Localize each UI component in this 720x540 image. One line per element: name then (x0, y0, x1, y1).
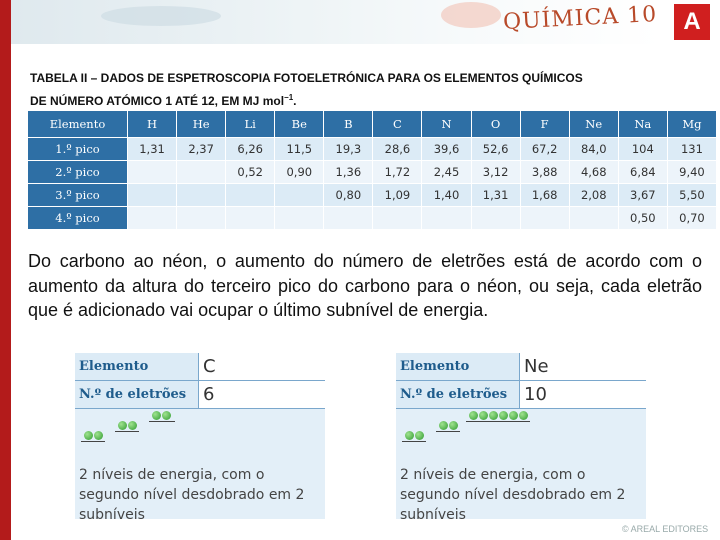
table-cell (472, 207, 520, 229)
publisher-logo: A (674, 4, 710, 40)
table-cell: 1,09 (373, 184, 421, 206)
orbital-line (115, 421, 139, 432)
copyright-notice: © AREAL EDITORES (622, 524, 709, 534)
table-cell: 52,6 (472, 138, 520, 160)
electron-icon (162, 411, 171, 420)
electron-icon (439, 421, 448, 430)
table-cell: 39,6 (422, 138, 470, 160)
table-cell: 3,12 (472, 161, 520, 183)
left-accent-bar (0, 0, 11, 540)
table-cell: 0,80 (324, 184, 372, 206)
card-value: Ne (519, 353, 646, 380)
card-label: Elemento (396, 353, 519, 380)
electron-card-neon (396, 353, 646, 523)
card-row-electrons (396, 381, 646, 409)
table-header-cell: B (324, 111, 372, 137)
electron-icon (449, 421, 458, 430)
table-body (28, 138, 716, 229)
energy-level-2s (115, 421, 139, 432)
table-header-cell: Elemento (28, 111, 127, 137)
table-header-cell: O (472, 111, 520, 137)
table-cell: 4,68 (570, 161, 618, 183)
electron-icon (128, 421, 137, 430)
table-cell: 0,90 (275, 161, 323, 183)
caption-line-2: DE NÚMERO ATÓMICO 1 ATÉ 12, EM MJ mol$^{-1}$. (30, 93, 297, 108)
table-cell: 2,45 (422, 161, 470, 183)
table-row (28, 207, 716, 229)
electron-card-carbon (75, 353, 325, 523)
electron-icon (118, 421, 127, 430)
card-value: C (198, 353, 325, 380)
row-label: 3.º pico (28, 184, 127, 206)
electron-icon (519, 411, 528, 420)
table-cell (128, 161, 176, 183)
table-cell (177, 207, 225, 229)
table-cell: 1,68 (521, 184, 569, 206)
table-header-cell: F (521, 111, 569, 137)
table-cell: 1,72 (373, 161, 421, 183)
decorative-blob (441, 2, 501, 28)
table-cell: 9,40 (668, 161, 716, 183)
table-cell: 3,67 (619, 184, 667, 206)
table-header-cell: N (422, 111, 470, 137)
table-cell (226, 207, 274, 229)
electron-icon (415, 431, 424, 440)
table-cell: 104 (619, 138, 667, 160)
energy-level-2s (436, 421, 460, 432)
electron-icon (405, 431, 414, 440)
card-row-element (396, 353, 646, 381)
energy-level-1s (402, 431, 426, 442)
table-header-row (28, 111, 716, 137)
electron-icon (152, 411, 161, 420)
table-header-cell: Ne (570, 111, 618, 137)
table-cell: 84,0 (570, 138, 618, 160)
table-cell: 19,3 (324, 138, 372, 160)
table-cell (521, 207, 569, 229)
electron-icon (489, 411, 498, 420)
decorative-blob (101, 6, 221, 26)
card-label: N.º de eletrões (75, 381, 198, 408)
spectroscopy-table (27, 110, 717, 230)
table-caption (30, 68, 710, 111)
orbital-line (149, 411, 175, 422)
table-cell: 1,31 (128, 138, 176, 160)
explanation-paragraph: Do carbono ao néon, o aumento do número de eletrões está de acordo com o aumento da altura do terceiro pico do carbono para o néon, ou seja, cada eletrão que é adicionado vai ocupar o último subnível de energia. (28, 251, 702, 320)
table-cell: 3,88 (521, 161, 569, 183)
table-row (28, 184, 716, 206)
table-header-cell: H (128, 111, 176, 137)
electron-icon (84, 431, 93, 440)
table-cell: 5,50 (668, 184, 716, 206)
table-cell: 28,6 (373, 138, 421, 160)
table-cell: 1,36 (324, 161, 372, 183)
table-cell: 1,40 (422, 184, 470, 206)
energy-diagram (396, 409, 646, 523)
card-value: 6 (198, 381, 325, 408)
orbital-line (436, 421, 460, 432)
energy-level-1s (81, 431, 105, 442)
table-cell: 0,50 (619, 207, 667, 229)
table-cell (324, 207, 372, 229)
table-header-cell: Li (226, 111, 274, 137)
row-label: 4.º pico (28, 207, 127, 229)
electron-icon (509, 411, 518, 420)
card-row-electrons (75, 381, 325, 409)
card-value: 10 (519, 381, 646, 408)
table-cell: 2,08 (570, 184, 618, 206)
card-description: 2 níveis de energia, com o segundo nível desdobrado em 2 subníveis (400, 467, 626, 523)
card-description: 2 níveis de energia, com o segundo nível desdobrado em 2 subníveis (79, 467, 305, 523)
table-cell: 131 (668, 138, 716, 160)
table-row (28, 161, 716, 183)
card-label: N.º de eletrões (396, 381, 519, 408)
table-cell (373, 207, 421, 229)
book-title: QUÍMICA 10 (502, 1, 658, 36)
table-cell (422, 207, 470, 229)
energy-level-2p (149, 411, 175, 422)
row-label: 2.º pico (28, 161, 127, 183)
table-row (28, 138, 716, 160)
table-cell: 6,84 (619, 161, 667, 183)
electron-icon (94, 431, 103, 440)
table-cell (177, 161, 225, 183)
electron-icon (499, 411, 508, 420)
table-cell (128, 207, 176, 229)
table-cell (275, 184, 323, 206)
orbital-line (402, 431, 426, 442)
table-header-cell: He (177, 111, 225, 137)
table-cell: 6,26 (226, 138, 274, 160)
table-cell: 0,52 (226, 161, 274, 183)
table-header-cell: Mg (668, 111, 716, 137)
table-header-cell: Be (275, 111, 323, 137)
table-cell (226, 184, 274, 206)
energy-diagram (75, 409, 325, 523)
caption-line-1: TABELA II – DADOS DE ESPETROSCOPIA FOTOELETRÓNICA PARA OS ELEMENTOS QUÍMICOS (30, 71, 583, 85)
table-cell: 67,2 (521, 138, 569, 160)
table-cell: 0,70 (668, 207, 716, 229)
orbital-line (466, 411, 530, 422)
orbital-line (81, 431, 105, 442)
table-header-cell: C (373, 111, 421, 137)
table-cell (275, 207, 323, 229)
table-cell: 1,31 (472, 184, 520, 206)
table-header-cell: Na (619, 111, 667, 137)
table-cell (177, 184, 225, 206)
electron-icon (469, 411, 478, 420)
card-label: Elemento (75, 353, 198, 380)
table-cell: 2,37 (177, 138, 225, 160)
table-cell (128, 184, 176, 206)
energy-level-2p (466, 411, 530, 422)
row-label: 1.º pico (28, 138, 127, 160)
card-row-element (75, 353, 325, 381)
electron-icon (479, 411, 488, 420)
table-cell: 11,5 (275, 138, 323, 160)
table-cell (570, 207, 618, 229)
